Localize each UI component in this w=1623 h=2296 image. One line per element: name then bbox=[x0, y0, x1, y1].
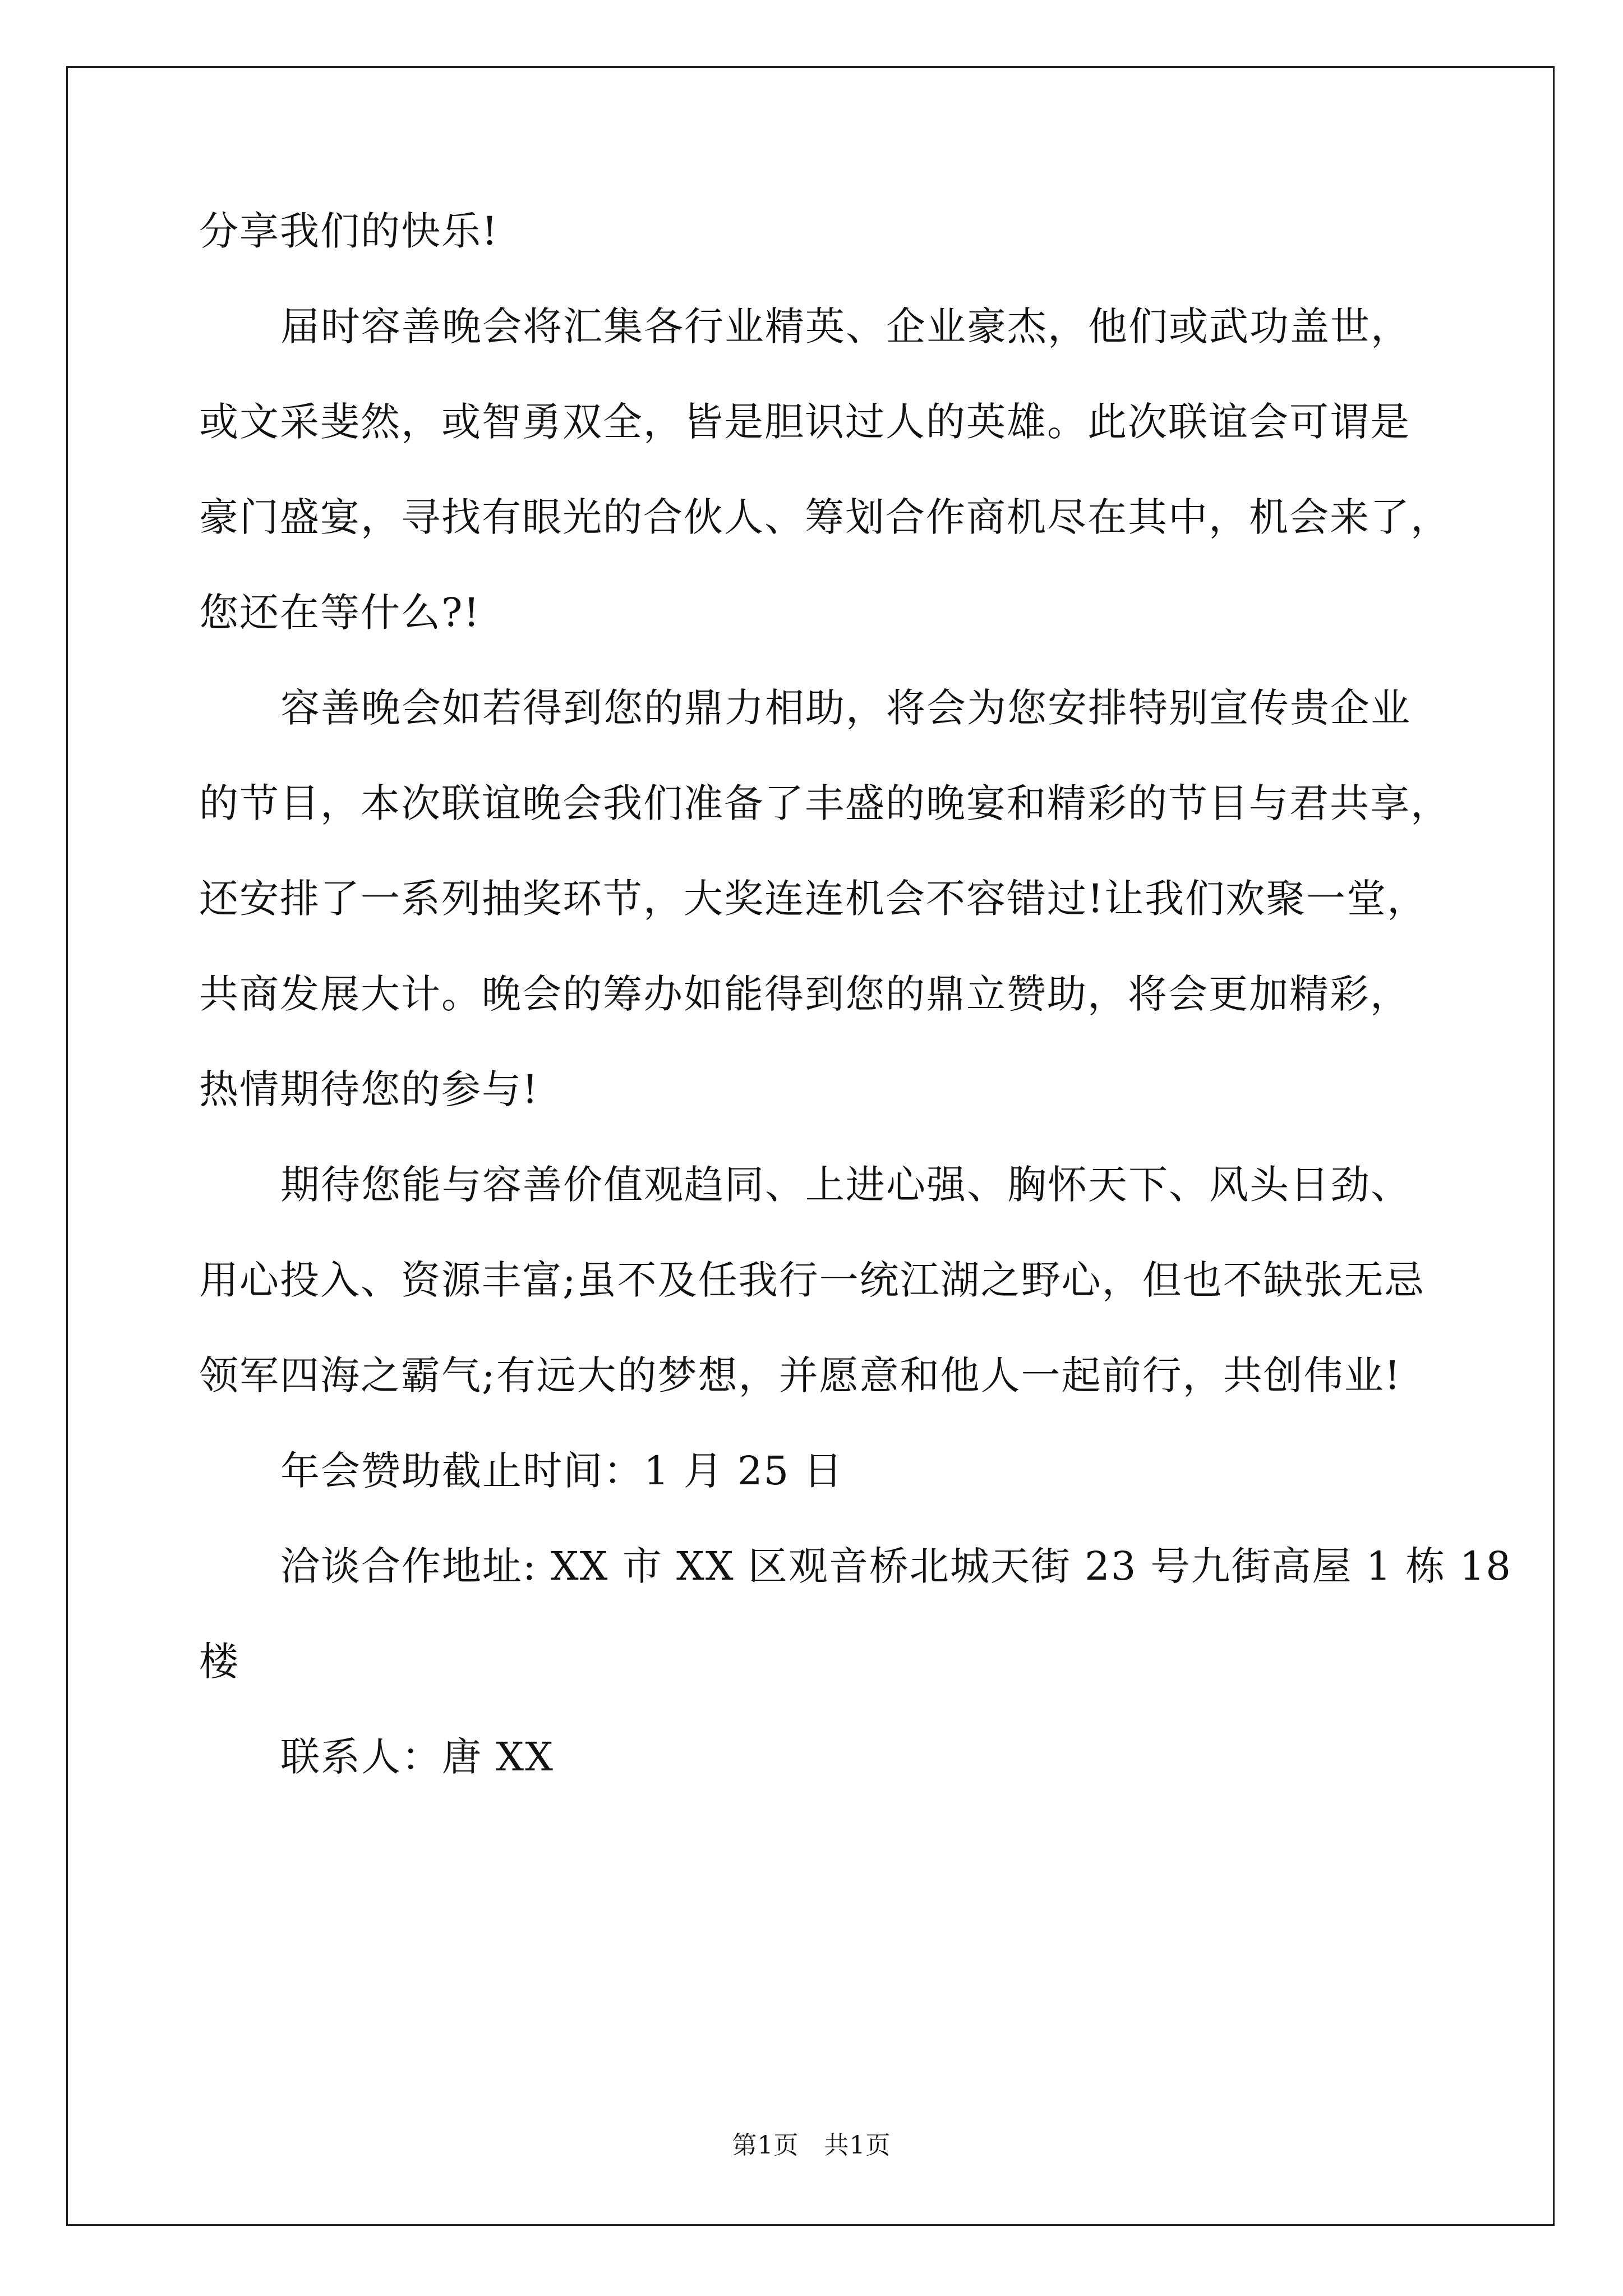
text-line: 还安排了一系列抽奖环节，大奖连连机会不容错过!让我们欢聚一堂， bbox=[199, 876, 1428, 922]
address-continuation-line: 楼 bbox=[199, 1639, 239, 1685]
text-line: 豪门盛宴，寻找有眼光的合伙人、筹划合作商机尽在其中，机会来了， bbox=[199, 494, 1451, 540]
text-line: 热情期待您的参与! bbox=[199, 1066, 540, 1112]
page-footer: 第1页 共1页 bbox=[732, 2131, 891, 2160]
text-line: 您还在等什么?! bbox=[199, 590, 481, 636]
text-line: 或文采斐然，或智勇双全，皆是胆识过人的英雄。此次联谊会可谓是 bbox=[199, 399, 1410, 445]
paragraph-start-line: 期待您能与容善价值观趋同、上进心强、胸怀天下、风头日劲、 bbox=[280, 1162, 1411, 1208]
paragraph-start-line: 容善晚会如若得到您的鼎力相助，将会为您安排特别宣传贵企业 bbox=[280, 685, 1411, 731]
page-border bbox=[66, 66, 1555, 2226]
text-line: 的节目，本次联谊晚会我们准备了丰盛的晚宴和精彩的节目与君共享， bbox=[199, 780, 1451, 826]
deadline-line: 年会赞助截止时间：1 月 25 日 bbox=[280, 1448, 844, 1494]
contact-line: 联系人：唐 XX bbox=[280, 1734, 554, 1780]
text-line: 分享我们的快乐! bbox=[199, 208, 499, 254]
text-line: 用心投入、资源丰富;虽不及任我行一统江湖之野心，但也不缺张无忌 bbox=[199, 1257, 1425, 1303]
text-line: 共商发展大计。晚会的筹办如能得到您的鼎立赞助，将会更加精彩， bbox=[199, 971, 1410, 1017]
text-line: 领军四海之霸气;有远大的梦想，并愿意和他人一起前行，共创伟业! bbox=[199, 1352, 1401, 1398]
paragraph-start-line: 届时容善晚会将汇集各行业精英、企业豪杰，他们或武功盖世， bbox=[280, 303, 1411, 349]
address-line: 洽谈合作地址: XX 市 XX 区观音桥北城天街 23 号九街高屋 1 栋 18 bbox=[280, 1543, 1512, 1589]
